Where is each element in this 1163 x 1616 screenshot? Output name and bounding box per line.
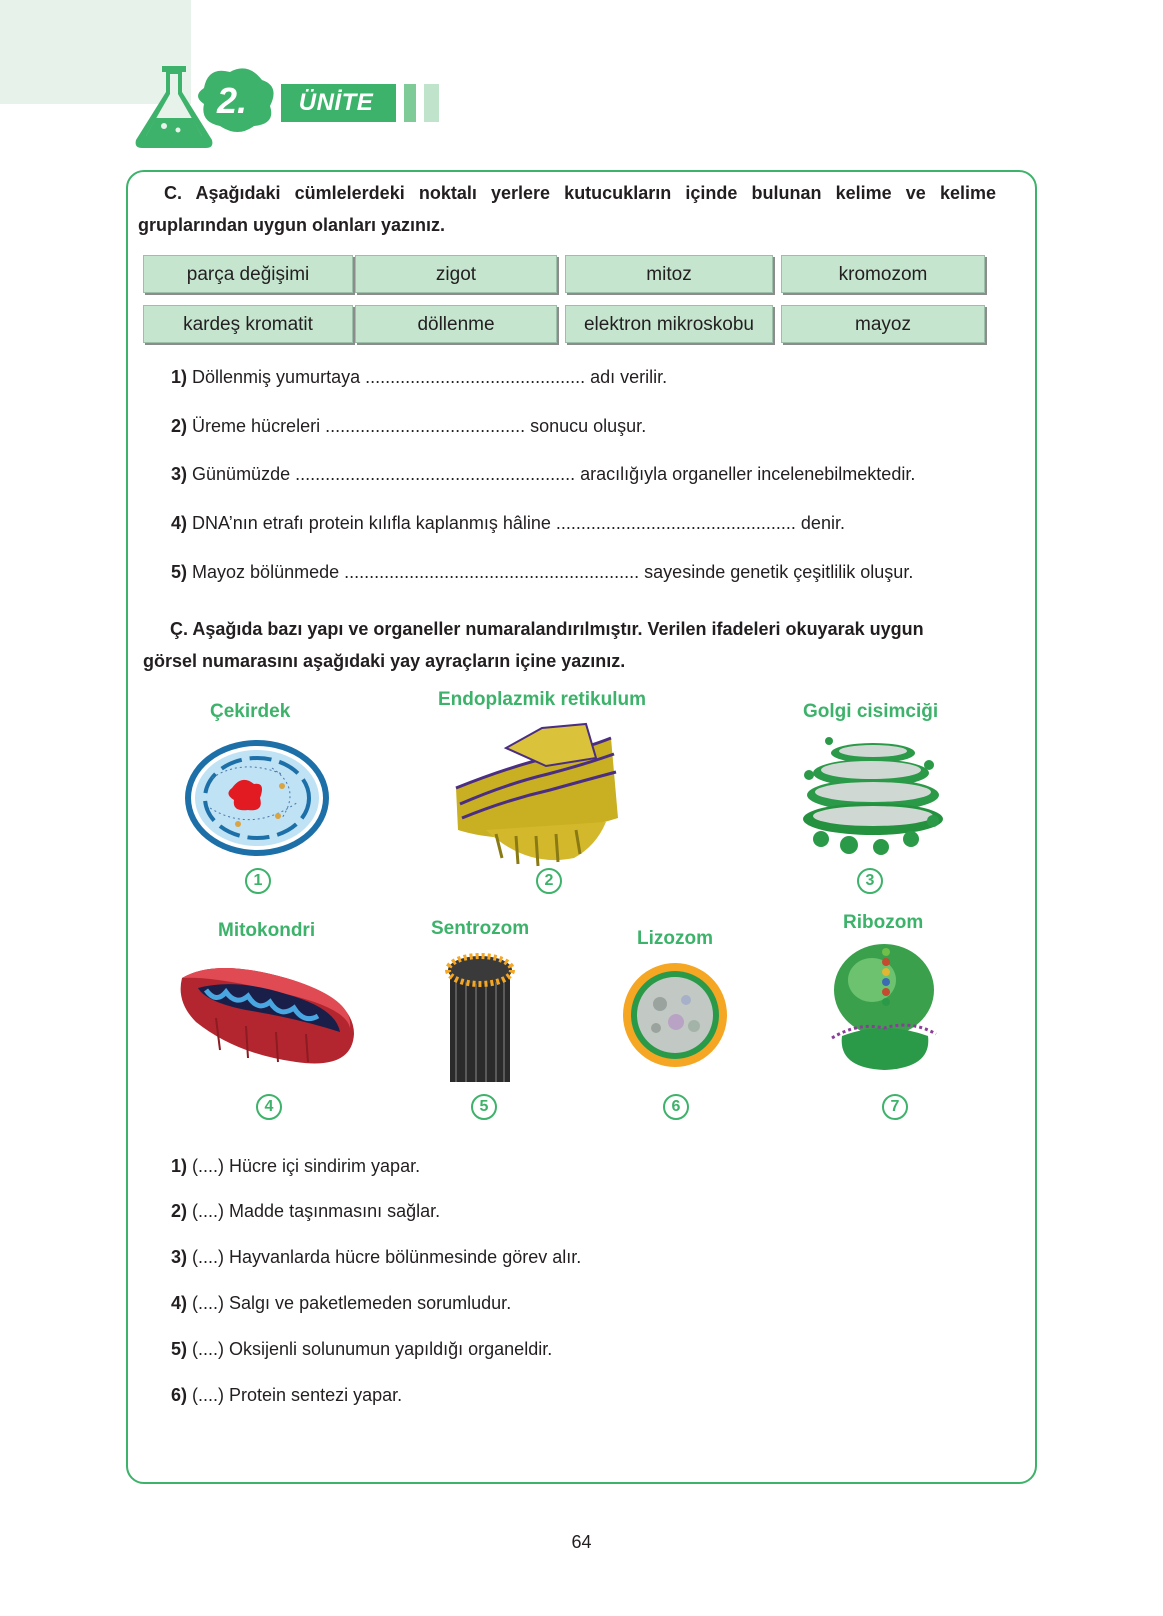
header-stripe: [404, 84, 416, 122]
word-box: zigot: [355, 255, 557, 293]
header-stripe: [424, 84, 439, 122]
centrosome-illustration: [440, 948, 520, 1088]
figure-number-badge: 3: [857, 868, 883, 894]
statement-number: 3): [171, 1247, 188, 1267]
section-c-heading-line1: C. Aşağıdaki cümlelerdeki noktalı yerlere kutucukların içinde bulunan kelime ve kelime: [164, 183, 996, 203]
statement-number: 6): [171, 1385, 188, 1405]
organelle-label: Endoplazmik retikulum: [438, 689, 646, 710]
figure-number-badge: 6: [663, 1094, 689, 1120]
organelle-label: Lizozom: [637, 928, 713, 949]
mitochondrion-illustration: [176, 958, 358, 1070]
figure-number-badge: 5: [471, 1094, 497, 1120]
unit-header: [0, 0, 460, 160]
section-cc-heading-line2: görsel numarasını aşağıdaki yay ayraçların içine yazınız.: [143, 651, 626, 671]
organelle-label: Golgi cisimciği: [803, 701, 939, 722]
organelle-label: Sentrozom: [431, 918, 530, 939]
statement-text: (....) Hücre içi sindirim yapar.: [192, 1156, 421, 1176]
ribosome-illustration: [828, 940, 940, 1072]
statement-text: (....) Salgı ve paketlemeden sorumludur.: [192, 1293, 512, 1313]
figure-number-badge: 4: [256, 1094, 282, 1120]
figure-number-badge: 7: [882, 1094, 908, 1120]
question-text: Üreme hücreleri ........................................ sonucu oluşur.: [192, 416, 647, 436]
question-number: 2): [171, 416, 188, 436]
page-number: 64: [571, 1532, 592, 1552]
statement-text: (....) Oksijenli solunumun yapıldığı organeldir.: [192, 1339, 553, 1359]
figure-number-badge: 2: [536, 868, 562, 894]
question-text: Günümüzde ........................................................ aracılığıyla organeller incelenebilmektedir.: [192, 464, 916, 484]
question-number: 1): [171, 367, 188, 387]
fill-in-question: [171, 364, 667, 390]
question-text: DNA’nın etrafı protein kılıfla kaplanmış hâline ................................................ denir.: [192, 513, 845, 533]
word-box: mayoz: [781, 305, 985, 343]
matching-statement: [171, 1382, 402, 1408]
statement-number: 2): [171, 1201, 188, 1221]
fill-in-question: [171, 461, 915, 487]
endoplasmic-reticulum-illustration: [446, 718, 626, 868]
statement-number: 5): [171, 1339, 188, 1359]
statement-text: (....) Protein sentezi yapar.: [192, 1385, 403, 1405]
fill-in-question: [171, 559, 913, 585]
statement-text: (....) Madde taşınmasını sağlar.: [192, 1201, 441, 1221]
nucleus-illustration: [182, 738, 332, 858]
organelle-label: Çekirdek: [210, 701, 291, 722]
matching-statement: [171, 1244, 581, 1270]
word-box: kardeş kromatit: [143, 305, 353, 343]
unit-label: ÜNİTE: [281, 84, 391, 122]
statement-number: 1): [171, 1156, 188, 1176]
matching-statement: [171, 1153, 420, 1179]
lysosome-illustration: [620, 960, 730, 1070]
word-box: döllenme: [355, 305, 557, 343]
word-box: elektron mikroskobu: [565, 305, 773, 343]
section-c-heading-line2: gruplarından uygun olanları yazınız.: [138, 215, 446, 235]
section-cc-heading-line1: Ç. Aşağıda bazı yapı ve organeller numaralandırılmıştır. Verilen ifadeleri okuyarak uygun: [170, 619, 924, 639]
header-stripe: [384, 84, 396, 122]
word-box: kromozom: [781, 255, 985, 293]
word-box: mitoz: [565, 255, 773, 293]
question-text: Mayoz bölünmede ........................................................... sayesinde genetik çeşitlilik oluşur.: [192, 562, 914, 582]
word-box: parça değişimi: [143, 255, 353, 293]
statement-number: 4): [171, 1293, 188, 1313]
matching-statement: [171, 1198, 440, 1224]
statement-text: (....) Hayvanlarda hücre bölünmesinde görev alır.: [192, 1247, 582, 1267]
question-number: 4): [171, 513, 188, 533]
golgi-apparatus-illustration: [799, 735, 949, 860]
question-text: Döllenmiş yumurtaya ............................................ adı verilir.: [192, 367, 668, 387]
organelle-label: Mitokondri: [218, 920, 316, 941]
question-number: 3): [171, 464, 188, 484]
organelle-label: Ribozom: [843, 912, 924, 933]
figure-number-badge: 1: [245, 868, 271, 894]
matching-statement: [171, 1290, 511, 1316]
fill-in-question: [171, 413, 646, 439]
unit-number: 2.: [216, 80, 248, 121]
fill-in-question: [171, 510, 845, 536]
question-number: 5): [171, 562, 188, 582]
matching-statement: [171, 1336, 552, 1362]
